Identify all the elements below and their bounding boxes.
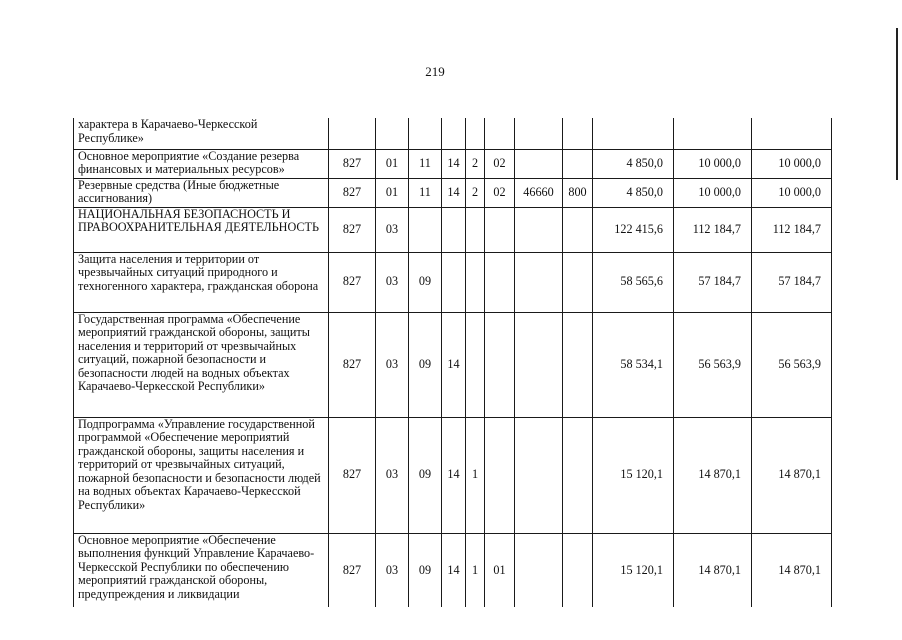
table-row [74, 207, 832, 252]
table-row [74, 149, 832, 178]
cell-ministry-code: 827 [329, 178, 376, 207]
cell-amount-year-2: 14 870,1 [674, 417, 752, 533]
cell-expense-type [563, 417, 593, 533]
cell-amount-year-2: 10 000,0 [674, 178, 752, 207]
cell-ministry-code: 827 [329, 417, 376, 533]
cell-name: Основное мероприятие «Создание резерва финансовых и материальных ресурсов» [74, 149, 329, 178]
cell-direction [515, 533, 563, 607]
cell-amount-year-2: 56 563,9 [674, 312, 752, 417]
cell-section: 03 [376, 312, 409, 417]
cell-section: 01 [376, 178, 409, 207]
cell-program [442, 118, 466, 149]
cell-direction: 46660 [515, 178, 563, 207]
cell-program: 14 [442, 178, 466, 207]
cell-subsection: 11 [409, 149, 442, 178]
cell-amount-year-1: 58 534,1 [593, 312, 674, 417]
cell-subprogram: 1 [466, 533, 485, 607]
cell-section: 03 [376, 533, 409, 607]
cell-ministry-code [329, 118, 376, 149]
cell-amount-year-3: 14 870,1 [752, 417, 832, 533]
table-row [74, 252, 832, 312]
cell-subprogram [466, 252, 485, 312]
cell-amount-year-1 [593, 118, 674, 149]
cell-section: 03 [376, 252, 409, 312]
cell-direction [515, 252, 563, 312]
table-row [74, 312, 832, 417]
cell-direction [515, 312, 563, 417]
cell-subprogram: 2 [466, 178, 485, 207]
cell-section: 03 [376, 417, 409, 533]
cell-program [442, 252, 466, 312]
cell-main-activity [485, 252, 515, 312]
cell-program: 14 [442, 417, 466, 533]
cell-program: 14 [442, 533, 466, 607]
cell-expense-type: 800 [563, 178, 593, 207]
cell-subsection: 11 [409, 178, 442, 207]
cell-subprogram: 1 [466, 417, 485, 533]
cell-subsection [409, 118, 442, 149]
cell-name: Основное мероприятие «Обеспечение выполнения функций Управление Карачаево-Черкесской Республики по обеспечению мероприятий гражданской обороны, предупреждения и ликвидации [74, 533, 329, 607]
cell-ministry-code: 827 [329, 149, 376, 178]
cell-main-activity: 02 [485, 178, 515, 207]
cell-amount-year-1: 122 415,6 [593, 207, 674, 252]
cell-main-activity [485, 118, 515, 149]
cell-amount-year-3 [752, 118, 832, 149]
cell-name: Защита населения и территории от чрезвычайных ситуаций природного и техногенного характера, гражданская оборона [74, 252, 329, 312]
cell-expense-type [563, 118, 593, 149]
cell-expense-type [563, 149, 593, 178]
cell-direction [515, 207, 563, 252]
cell-amount-year-2: 57 184,7 [674, 252, 752, 312]
cell-amount-year-2: 10 000,0 [674, 149, 752, 178]
table-row [74, 178, 832, 207]
cell-amount-year-3: 10 000,0 [752, 149, 832, 178]
cell-expense-type [563, 207, 593, 252]
cell-direction [515, 118, 563, 149]
cell-ministry-code: 827 [329, 312, 376, 417]
cell-ministry-code: 827 [329, 533, 376, 607]
cell-main-activity [485, 417, 515, 533]
table-row [74, 417, 832, 533]
cell-amount-year-3: 57 184,7 [752, 252, 832, 312]
cell-program: 14 [442, 312, 466, 417]
cell-name: Резервные средства (Иные бюджетные ассигнования) [74, 178, 329, 207]
cell-amount-year-3: 14 870,1 [752, 533, 832, 607]
table-row [74, 118, 832, 149]
cell-amount-year-1: 15 120,1 [593, 533, 674, 607]
cell-name: характера в Карачаево-Черкесской Республике» [74, 118, 329, 149]
budget-table [73, 118, 832, 607]
cell-main-activity [485, 207, 515, 252]
cell-subprogram [466, 207, 485, 252]
cell-amount-year-2 [674, 118, 752, 149]
cell-direction [515, 149, 563, 178]
cell-subsection [409, 207, 442, 252]
cell-section: 01 [376, 149, 409, 178]
cell-amount-year-1: 4 850,0 [593, 149, 674, 178]
cell-expense-type [563, 312, 593, 417]
cell-amount-year-2: 14 870,1 [674, 533, 752, 607]
cell-program [442, 207, 466, 252]
page-number: 219 [425, 64, 445, 79]
cell-section [376, 118, 409, 149]
cell-ministry-code: 827 [329, 252, 376, 312]
cell-amount-year-1: 58 565,6 [593, 252, 674, 312]
cell-subsection: 09 [409, 312, 442, 417]
cell-main-activity [485, 312, 515, 417]
cell-subprogram: 2 [466, 149, 485, 178]
cell-name: НАЦИОНАЛЬНАЯ БЕЗОПАСНОСТЬ И ПРАВООХРАНИТЕЛЬНАЯ ДЕЯТЕЛЬНОСТЬ [74, 207, 329, 252]
cell-direction [515, 417, 563, 533]
cell-name: Подпрограмма «Управление государственной программой «Обеспечение мероприятий гражданской обороны, защиты населения и территорий от чрезвычайных ситуаций, пожарной безопасности и безопасности людей на водных объектах Карачаево-Черкесской Республики» [74, 417, 329, 533]
cell-amount-year-1: 15 120,1 [593, 417, 674, 533]
cell-program: 14 [442, 149, 466, 178]
table-row [74, 533, 832, 607]
cell-main-activity: 02 [485, 149, 515, 178]
cell-main-activity: 01 [485, 533, 515, 607]
cell-amount-year-1: 4 850,0 [593, 178, 674, 207]
cell-ministry-code: 827 [329, 207, 376, 252]
cell-subsection: 09 [409, 533, 442, 607]
cell-amount-year-3: 56 563,9 [752, 312, 832, 417]
table-body [74, 118, 832, 607]
scan-edge-mark [896, 28, 898, 180]
cell-name: Государственная программа «Обеспечение мероприятий гражданской обороны, защиты населения и территорий от чрезвычайных ситуаций, пожарной безопасности и безопасности людей на водных объектах Карачаево-Черкесской Республики» [74, 312, 329, 417]
cell-expense-type [563, 533, 593, 607]
cell-expense-type [563, 252, 593, 312]
cell-subsection: 09 [409, 417, 442, 533]
cell-subsection: 09 [409, 252, 442, 312]
cell-amount-year-3: 10 000,0 [752, 178, 832, 207]
cell-amount-year-2: 112 184,7 [674, 207, 752, 252]
cell-section: 03 [376, 207, 409, 252]
cell-amount-year-3: 112 184,7 [752, 207, 832, 252]
cell-subprogram [466, 118, 485, 149]
cell-subprogram [466, 312, 485, 417]
